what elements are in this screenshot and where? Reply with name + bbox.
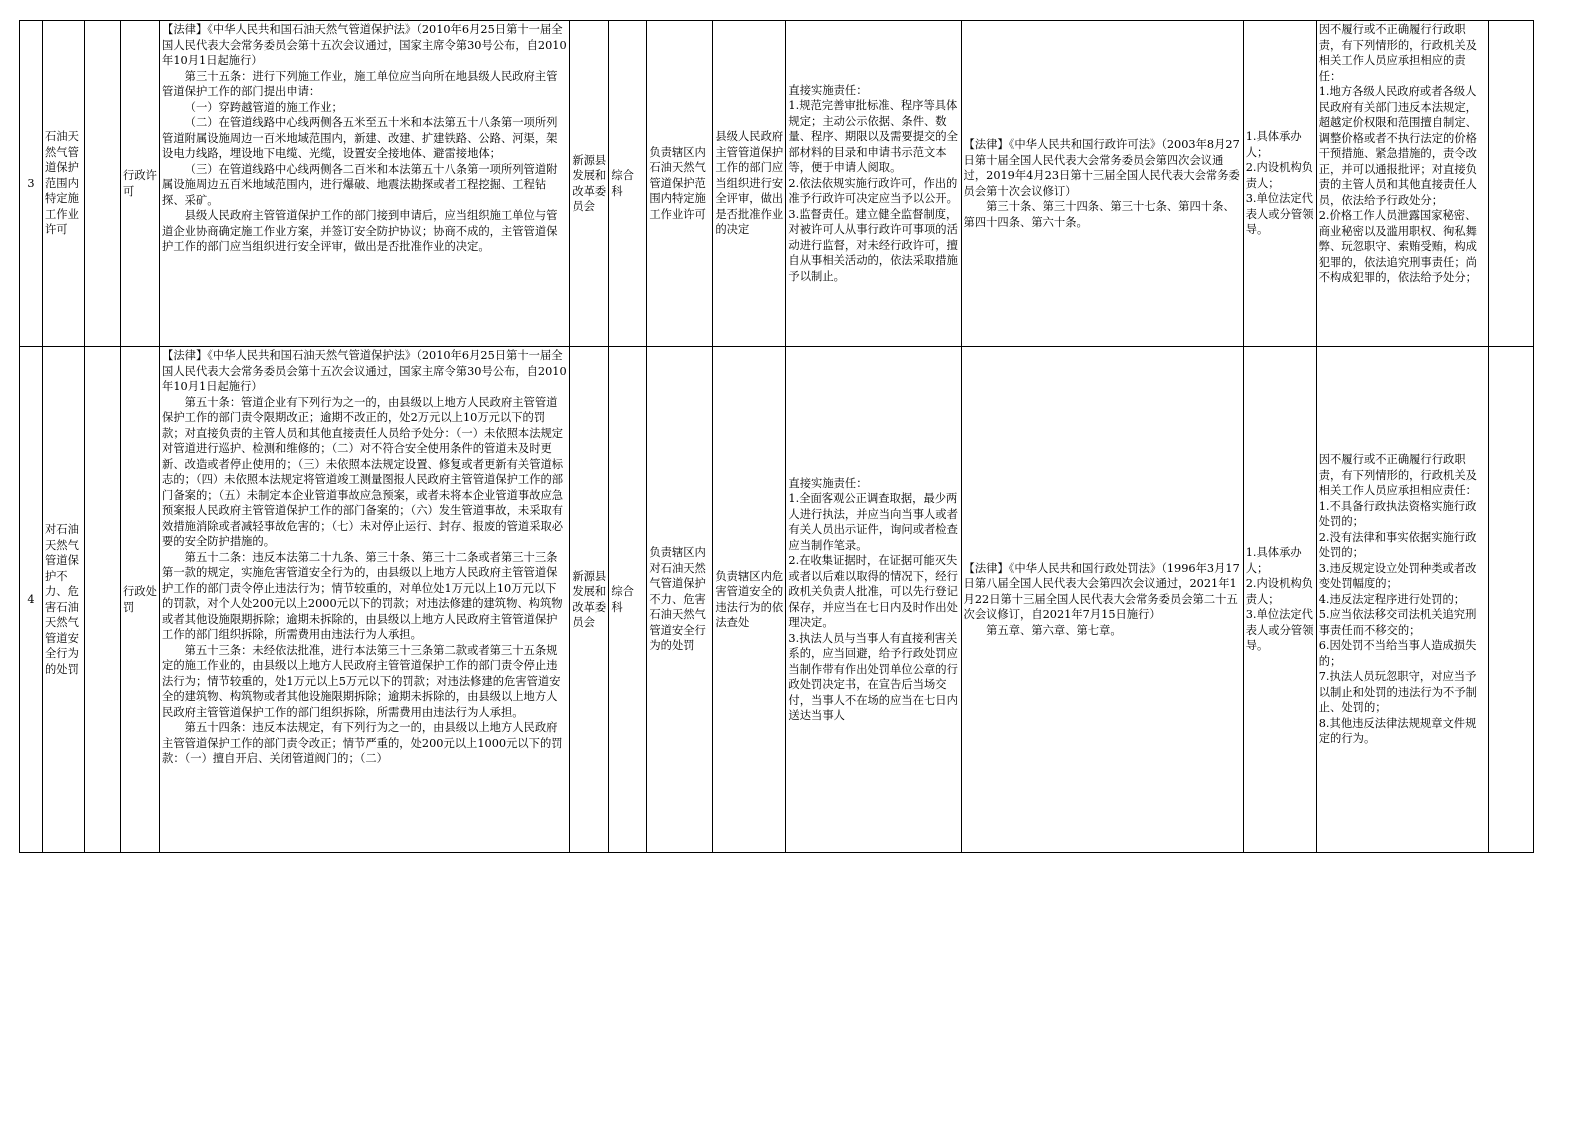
basis-paragraph: 第五十三条：未经依法批准，进行本法第三十三条第二款或者第三十五条规定的施工作业的，由县级以上地方人民政府主管管道保护工作的部门责令停止违法行为；情节较重的，处1万元以上5万元以下的罚款；对违法修建的危害管道安全的建筑物、构筑物或者其他设施限期拆除；逾期未拆除的，由县级以上地方人民政府主管管道保护工作的部门组织拆除，所需费用由违法行为人承担。 — [162, 643, 561, 719]
item-name: 石油天然气管道保护范围内特定施工作业许可 — [45, 130, 79, 237]
subject-line: 2.内设机构负责人； — [1245, 161, 1313, 190]
circumstance-line: 8.其他违反法律法规规章文件规定的行为。 — [1318, 716, 1477, 746]
basis-paragraph: 第五十四条：违反本法规定，有下列行为之一的，由县级以上地方人民政府主管管道保护工作的部门责令改正；情节严重的，处200元以上1000元以下的罚款：（一）擅自开启、关闭管道阀门的；（二） — [162, 721, 563, 765]
basis-paragraph: （三）在管道线路中心线两侧各二百米和本法第五十八条第一项所列管道附属设施周边五百米地域范围内，进行爆破、地震法勘探或者工程挖掘、工程钻探、采矿。 — [162, 162, 558, 207]
circumstance-line: 7.执法人员玩忽职守，对应当予以制止和处罚的违法行为不予制止、处罚的； — [1318, 670, 1477, 715]
duty-line: 2.在收集证据时，在证据可能灭失或者以后难以取得的情况下，经行政机关负责人批准，可以先行登记保存，并应当在七日内及时作出处理决定。 — [788, 554, 958, 629]
basis-paragraph: 【法律】《中华人民共和国石油天然气管道保护法》（2010年6月25日第十一届全国人民代表大会常务委员会第十五次会议通过，国家主席令第30号公布，自2010年10月1日起施行） — [162, 23, 567, 67]
circumstance-line: 5.应当依法移交司法机关追究刑事责任而不移交的； — [1318, 608, 1477, 637]
item-name-cell — [43, 347, 85, 853]
subjects-cell — [1243, 21, 1316, 347]
sub-item-cell — [85, 21, 121, 347]
basis-cell — [160, 21, 570, 347]
circumstances-cell — [1316, 347, 1488, 853]
duty-line: 1.全面客观公正调查取据，最少两人进行执法，并应当向当事人或者有关人员出示证件，询问或者检查应当制作笔录。 — [788, 492, 958, 552]
accountability-paragraph: 第三十条、第三十四条、第三十七条、第四十条、第四十四条、第六十条。 — [963, 200, 1235, 229]
remark-cell — [1488, 21, 1533, 347]
dept-cell: 综合科 — [609, 347, 647, 853]
category-cell: 行政处罚 — [121, 347, 160, 853]
item-name-cell — [43, 21, 85, 347]
agency-cell: 新源县发展和改革委员会 — [570, 21, 609, 347]
responsibility-table — [19, 20, 1534, 853]
circumstance-line: 3.违反规定设立处罚种类或者改变处罚幅度的； — [1318, 561, 1477, 591]
circumstances-cell — [1316, 21, 1488, 347]
circumstance-line: 因不履行或不正确履行行政职责，有下列情形的，行政机关及相关工作人员应承担相应的责任： — [1318, 23, 1477, 83]
basis-paragraph: （二）在管道线路中心线两侧各五米至五十米和本法第五十八条第一项所列管道附属设施周边一百米地域范围内，新建、改建、扩建铁路、公路、河渠，架设电力线路，埋设地下电缆、光缆，设置安全接地体、避雷接地体； — [162, 116, 558, 160]
circumstance-line: 4.违反法定程序进行处罚的； — [1318, 592, 1466, 606]
accountability-paragraph: 第五章、第六章、第七章。 — [986, 623, 1122, 637]
duty-line: 3.监督责任。建立健全监督制度，对被许可人从事行政许可事项的活动进行监督，对未经行政许可，擅自从事相关活动的，依法采取措施予以制止。 — [788, 207, 958, 283]
item-name: 对石油天然气管道保护不力、危害石油天然气管道安全行为的处罚 — [45, 523, 79, 676]
duty-line: 直接实施责任： — [788, 476, 868, 490]
circumstance-line: 1.地方各级人民政府或者各级人民政府有关部门违反本法规定，超越定价权限和范围擅自制定、调整价格或者不执行法定的价格干预措施、紧急措施的，责令改正，并可以通报批评；对直接负责的主管人员和其他直接责任人员，依法给予行政处分； — [1318, 85, 1477, 207]
subject-line: 3.单位法定代表人或分管领导。 — [1245, 192, 1314, 237]
accountability-basis-cell — [961, 347, 1243, 853]
circumstance-line: 因不履行或不正确履行行政职责，有下列情形的，行政机关及相关工作人员应承担相应责任： — [1318, 453, 1477, 498]
subject-line: 1.具体承办人； — [1245, 546, 1302, 575]
circumstance-line: 1.不具备行政执法资格实施行政处罚的； — [1318, 499, 1477, 529]
content-cell: 县级人民政府主管管道保护工作的部门应当组织进行安全评审，做出是否批准作业的决定 — [713, 21, 786, 347]
basis-paragraph: （一）穿跨越管道的施工作业； — [184, 100, 343, 114]
circumstance-line: 2.价格工作人员泄露国家秘密、商业秘密以及滥用职权、徇私舞弊、玩忽职守、索贿受贿，构成犯罪的，依法追究刑事责任；尚不构成犯罪的，依法给予处分； — [1318, 209, 1477, 284]
duty-line: 3.执法人员与当事人有直接利害关系的，应当回避，给予行政处罚应当制作带有作出处罚单位公章的行政处罚决定书，在宣告后当场交付，当事人不在场的应当在七日内送达当事人 — [788, 631, 958, 722]
circumstance-line: 6.因处罚不当给当事人造成损失的； — [1318, 639, 1477, 668]
subject-line: 2.内设机构负责人； — [1245, 577, 1313, 606]
circumstance-line: 2.没有法律和事实依据实施行政处罚的； — [1318, 530, 1477, 560]
scope-cell: 负责辖区内对石油天然气管道保护不力、危害石油天然气管道安全行为的处罚 — [647, 347, 713, 853]
remark-cell — [1488, 347, 1533, 853]
table-row — [20, 347, 1534, 853]
subject-line: 3.单位法定代表人或分管领导。 — [1245, 608, 1314, 653]
basis-paragraph: 第五十条：管道企业有下列行为之一的，由县级以上地方人民政府主管管道保护工作的部门责令限期改正；逾期不改正的，处2万元以上10万元以下的罚款；对直接负责的主管人员和其他直接责任人员给予处分：（一）未依照本法规定对管道进行巡护、检测和维修的；（二）对不符合安全使用条件的管道未及时更新、改造或者停止使用的；（三）未依照本法规定设置、修复或者更新有关管道标志的；（四）未依照本法规定将管道竣工测量图报人民政府主管管道保护工作的部门备案的；（五）未制定本企业管道事故应急预案，或者未将本企业管道事故应急预案报人民政府主管管道保护工作的部门备案的；（六）发生管道事故，未采取有效措施消除或者减轻事故危害的；（七）未对停止运行、封存、报废的管道采取必要的安全防护措施的。 — [162, 395, 564, 548]
category-cell: 行政许可 — [121, 21, 160, 347]
duties-cell — [786, 21, 961, 347]
basis-paragraph: 县级人民政府主管管道保护工作的部门接到申请后，应当组织施工单位与管道企业协商确定施工作业方案，并签订安全防护协议；协商不成的，主管管道保护工作的部门应当组织进行安全评审，做出是否批准作业的决定。 — [162, 209, 558, 253]
accountability-paragraph: 【法律】《中华人民共和国行政许可法》（2003年8月27日第十届全国人民代表大会常务委员会第四次会议通过，2019年4月23日第十三届全国人民代表大会常务委员会第十次会议修订） — [963, 138, 1240, 198]
duties-cell — [786, 347, 961, 853]
duty-line: 1.规范完善审批标准、程序等具体规定；主动公示依据、条件、数量、程序、期限以及需要提交的全部材料的目录和申请书示范文本等，便于申请人阅取。 — [788, 99, 958, 175]
subjects-cell — [1243, 347, 1316, 853]
scope-cell: 负责辖区内石油天然气管道保护范围内特定施工作业许可 — [647, 21, 713, 347]
table-row — [20, 21, 1534, 347]
row-number: 4 — [20, 347, 43, 853]
accountability-basis-cell — [961, 21, 1243, 347]
basis-paragraph: 【法律】《中华人民共和国石油天然气管道保护法》（2010年6月25日第十一届全国人民代表大会常务委员会第十五次会议通过，国家主席令第30号公布，自2010年10月1日起施行） — [162, 349, 567, 393]
accountability-paragraph: 【法律】《中华人民共和国行政处罚法》（1996年3月17日第八届全国人民代表大会第四次会议通过，2021年1月22日第十三届全国人民代表大会常务委员会第二十五次会议修订，自2021年7月15日施行） — [963, 561, 1240, 622]
agency-cell: 新源县发展和改革委员会 — [570, 347, 609, 853]
basis-paragraph: 第五十二条：违反本法第二十九条、第三十条、第三十二条或者第三十三条第一款的规定，实施危害管道安全行为的，由县级以上地方人民政府主管管道保护工作的部门责令停止违法行为；情节较重的，对单位处1万元以上10万元以下的罚款，对个人处200元以上2000元以下的罚款；对违法修建的建筑物、构筑物或者其他设施限期拆除；逾期未拆除的，由县级以上地方人民政府主管管道保护工作的部门组织拆除，所需费用由违法行为人承担。 — [162, 550, 563, 641]
duty-line: 2.依法依规实施行政许可，作出的准予行政许可决定应当予以公开。 — [788, 176, 958, 206]
dept-cell: 综合科 — [609, 21, 647, 347]
subject-line: 1.具体承办人； — [1245, 130, 1302, 159]
content-cell: 负责辖区内危害管道安全的违法行为的依法查处 — [713, 347, 786, 853]
row-number: 3 — [20, 21, 43, 347]
basis-paragraph: 第三十五条：进行下列施工作业，施工单位应当向所在地县级人民政府主管管道保护工作的部门提出申请： — [162, 69, 558, 98]
sub-item-cell — [85, 347, 121, 853]
basis-cell — [160, 347, 570, 853]
duty-line: 直接实施责任： — [788, 83, 868, 97]
